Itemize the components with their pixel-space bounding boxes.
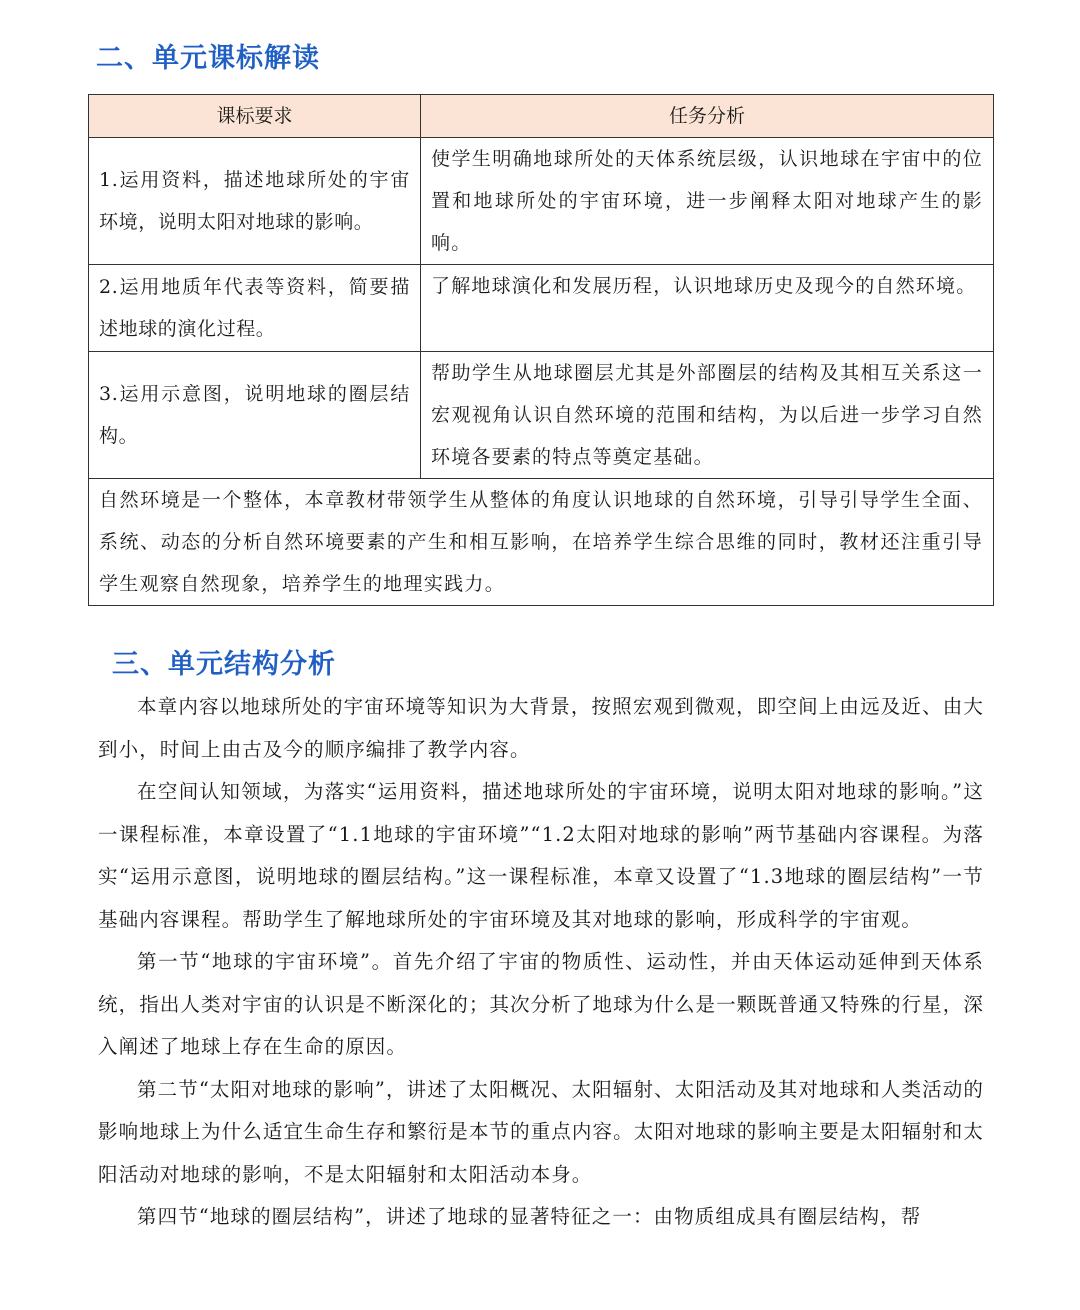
header-analysis: 任务分析	[421, 95, 994, 138]
section-3-title: 三、单元结构分析	[112, 649, 336, 680]
paragraph: 第二节“太阳对地球的影响”，讲述了太阳概况、太阳辐射、太阳活动及其对地球和人类活动的影响地球上为什么适宜生命生存和繁衍是本节的重点内容。太阳对地球的影响主要是太阳辐射和太阳活动对地球的影响，不是太阳辐射和太阳活动本身。	[98, 1077, 984, 1186]
requirement-cell: 2.运用地质年代表等资料，简要描述地球的演化过程。	[89, 265, 421, 352]
analysis-cell: 使学生明确地球所处的天体系统层级，认识地球在宇宙中的位置和地球所处的宇宙环境，进一步阐释太阳对地球产生的影响。	[421, 138, 994, 265]
requirement-cell: 1.运用资料，描述地球所处的宇宙环境，说明太阳对地球的影响。	[89, 138, 421, 265]
structure-analysis-body	[98, 686, 984, 1239]
section-2-title: 二、单元课标解读	[96, 43, 320, 74]
curriculum-standard-table	[88, 94, 994, 606]
paragraph: 在空间认知领域，为落实“运用资料，描述地球所处的宇宙环境，说明太阳对地球的影响。”这一课程标准，本章设置了“1.1地球的宇宙环境”“1.2太阳对地球的影响”两节基础内容课程。为落实“运用示意图，说明地球的圈层结构。”这一课程标准，本章又设置了“1.3地球的圈层结构”一节基础内容课程。帮助学生了解地球所处的宇宙环境及其对地球的影响，形成科学的宇宙观。	[98, 780, 984, 931]
paragraph: 第一节“地球的宇宙环境”。首先介绍了宇宙的物质性、运动性，并由天体运动延伸到天体系统，指出人类对宇宙的认识是不断深化的；其次分析了地球为什么是一颗既普通又特殊的行星，深入阐述了地球上存在生命的原因。	[98, 950, 984, 1058]
requirement-cell: 3.运用示意图，说明地球的圈层结构。	[89, 352, 421, 479]
header-requirement: 课标要求	[89, 95, 421, 138]
summary-cell: 自然环境是一个整体，本章教材带领学生从整体的角度认识地球的自然环境，引导引导学生全面、系统、动态的分析自然环境要素的产生和相互影响，在培养学生综合思维的同时，教材还注重引导学生观察自然现象，培养学生的地理实践力。	[89, 479, 994, 606]
paragraph: 本章内容以地球所处的宇宙环境等知识为大背景，按照宏观到微观，即空间上由远及近、由大到小，时间上由古及今的顺序编排了教学内容。	[98, 695, 984, 761]
analysis-cell: 了解地球演化和发展历程，认识地球历史及现今的自然环境。	[421, 265, 994, 352]
analysis-cell: 帮助学生从地球圈层尤其是外部圈层的结构及其相互关系这一宏观视角认识自然环境的范围和结构，为以后进一步学习自然环境各要素的特点等奠定基础。	[421, 352, 994, 479]
table-row	[89, 265, 994, 352]
table-row	[89, 352, 994, 479]
paragraph: 第四节“地球的圈层结构”，讲述了地球的显著特征之一：由物质组成具有圈层结构，帮	[137, 1205, 922, 1228]
table-header-row	[89, 95, 994, 138]
table-row	[89, 138, 994, 265]
table-summary-row	[89, 479, 994, 606]
